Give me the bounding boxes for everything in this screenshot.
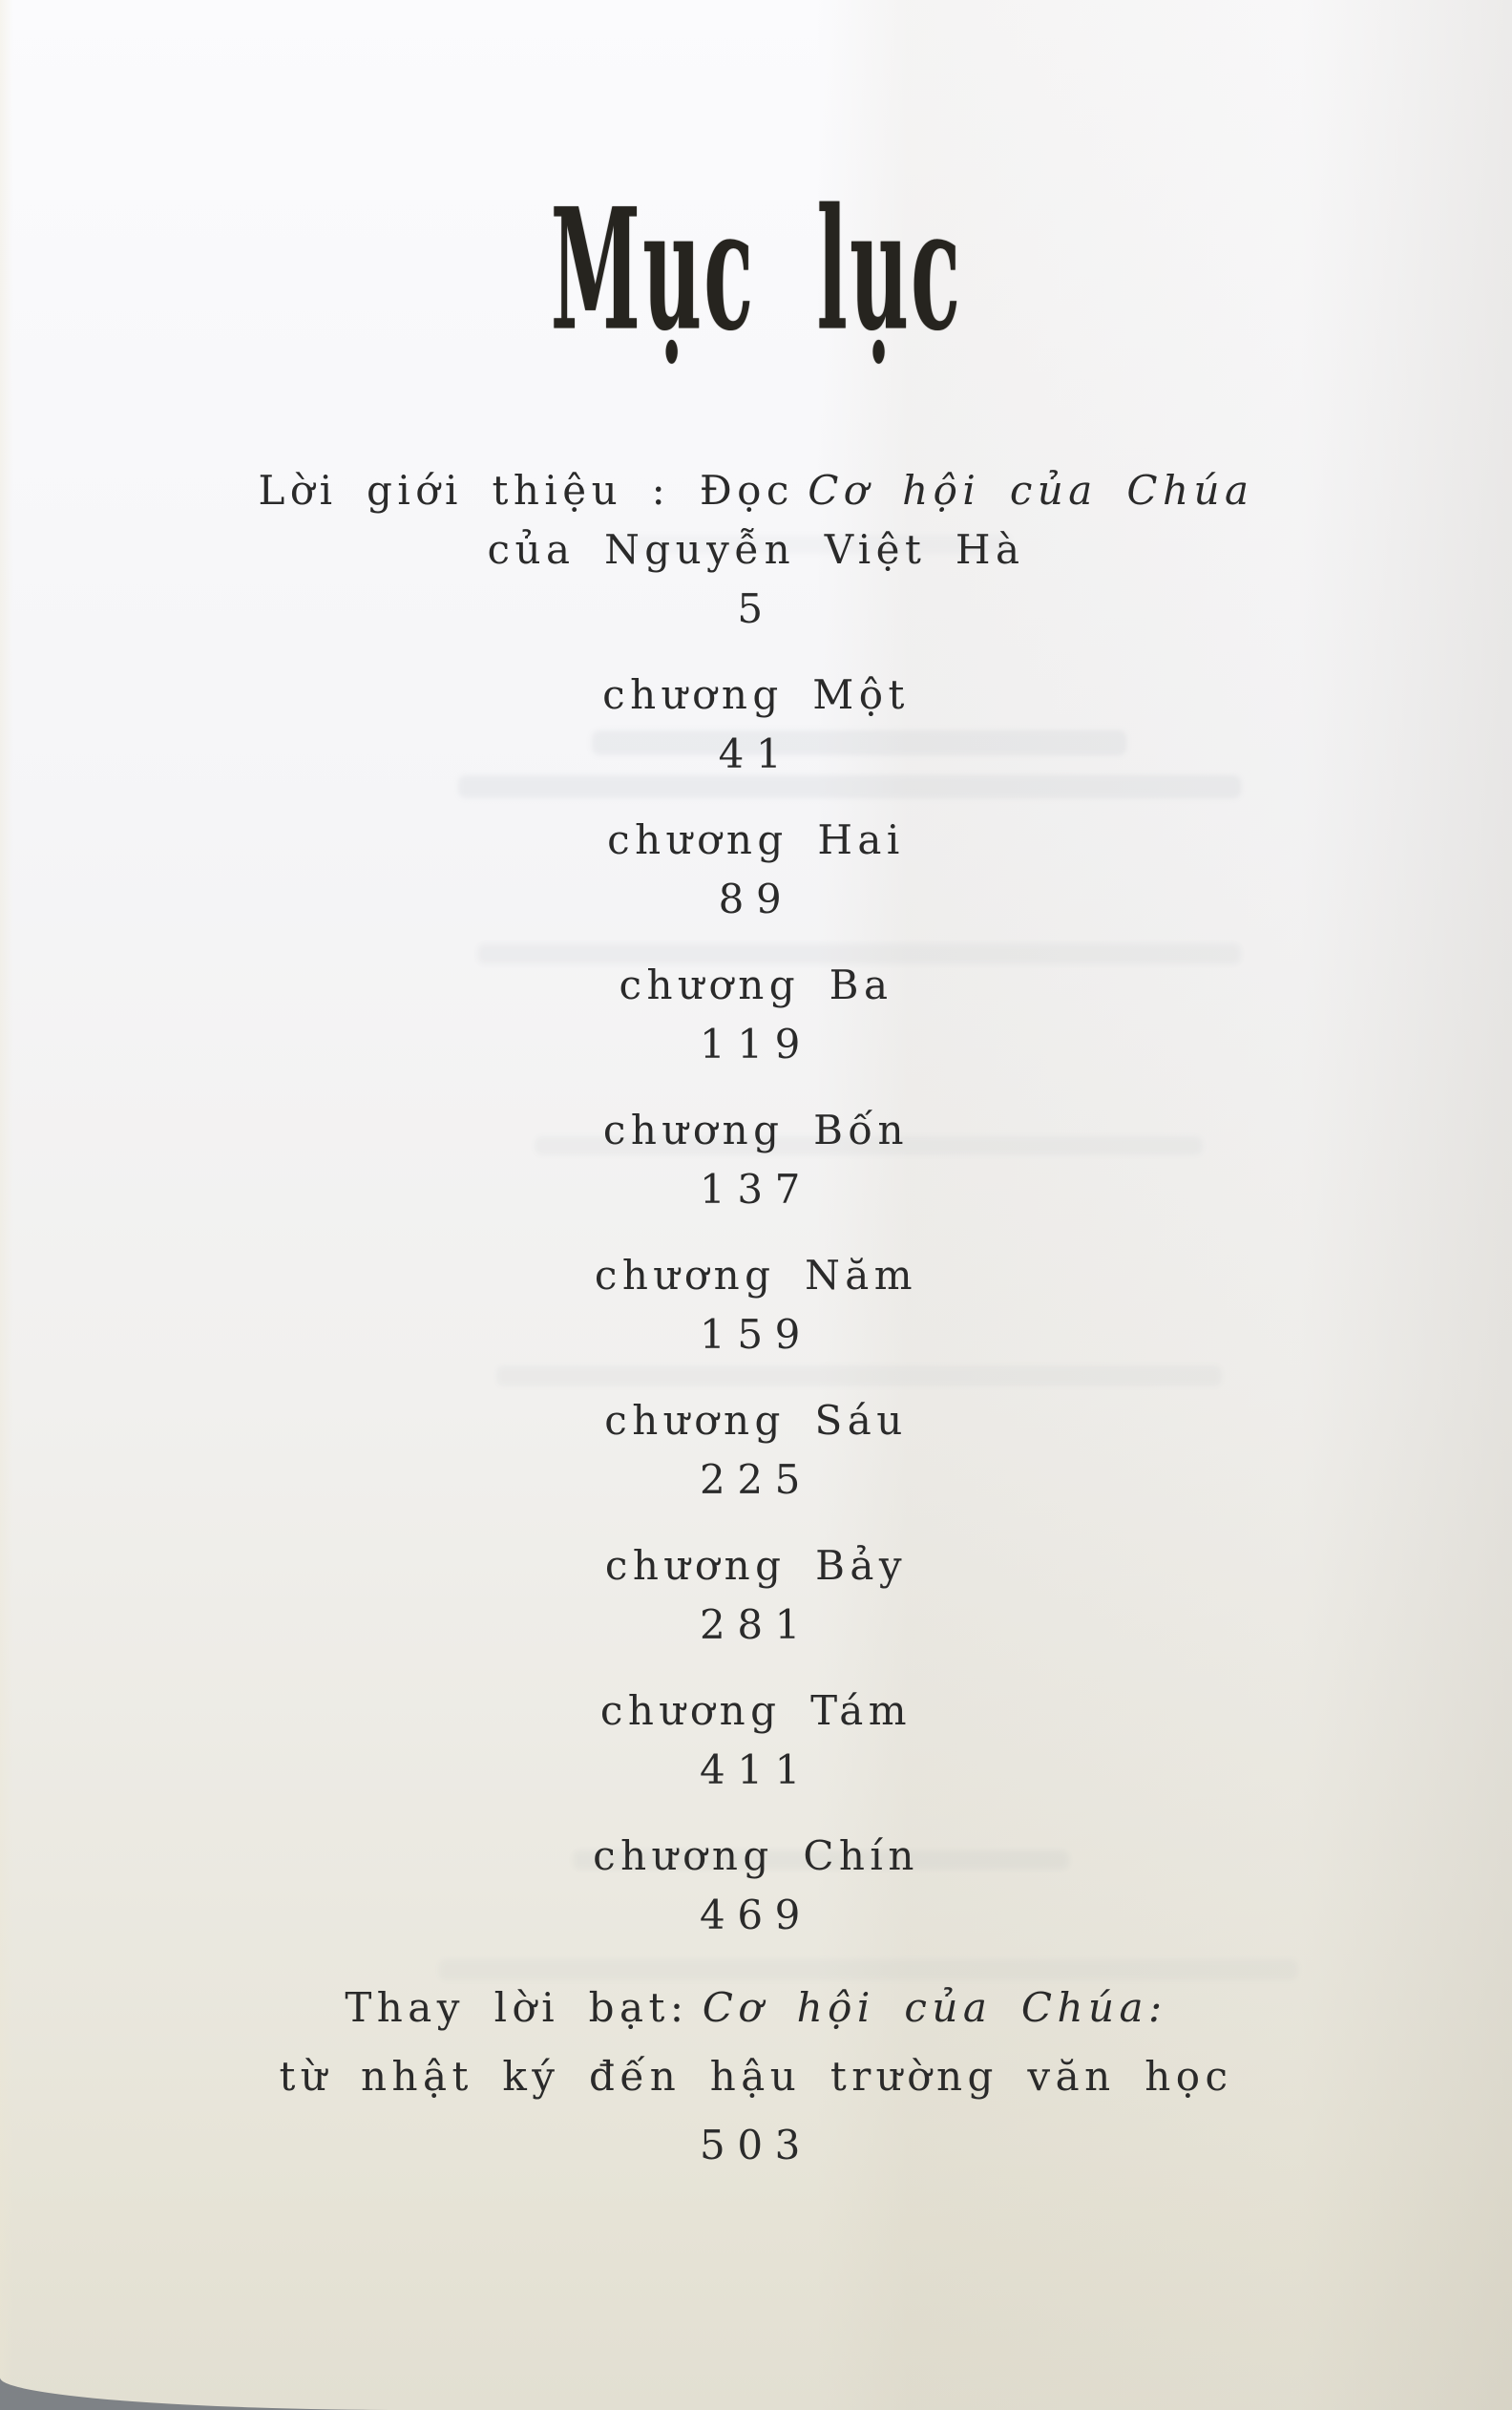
page-title-text: Mục lục [550, 172, 962, 369]
chapter-label: chương Sáu [604, 1397, 908, 1444]
chapter-label: chương Chín [593, 1832, 919, 1879]
chapter-label: chương Tám [599, 1687, 913, 1734]
toc-entry-chapter-9 [0, 1827, 1512, 1945]
entry-title-prefix: Thay lời bạt: [345, 1984, 689, 2031]
entry-title-line [0, 1974, 1512, 2042]
toc-entry-chapter-5 [0, 1246, 1512, 1364]
chapter-label: chương Một [602, 671, 910, 718]
table-of-contents [0, 461, 1512, 2207]
chapter-page-number: 159 [700, 1311, 812, 1358]
entry-page-number: 503 [700, 2122, 812, 2168]
chapter-label: chương Ba [619, 962, 893, 1008]
toc-entry-epilogue [0, 1974, 1512, 2180]
chapter-page-number: 225 [700, 1456, 812, 1503]
page-title [0, 172, 1512, 369]
chapter-label: chương Hai [607, 816, 905, 863]
toc-entry-chapter-4 [0, 1101, 1512, 1219]
toc-entry-chapter-6 [0, 1391, 1512, 1510]
chapter-page-number: 41 [718, 730, 794, 777]
toc-entry-chapter-2 [0, 811, 1512, 929]
entry-page-number: 5 [737, 585, 775, 632]
chapter-label: chương Bốn [602, 1107, 910, 1153]
toc-entry-chapter-8 [0, 1681, 1512, 1800]
entry-title-line2: của Nguyễn Việt Hà [487, 526, 1025, 573]
entry-title-line [0, 461, 1512, 520]
chapter-label: chương Năm [594, 1252, 918, 1299]
toc-entry-chapter-3 [0, 956, 1512, 1074]
chapter-page-number: 89 [718, 876, 794, 922]
chapter-page-number: 281 [700, 1601, 812, 1648]
chapter-page-number: 411 [700, 1746, 812, 1793]
entry-title-italic: Cơ hội của Chúa: [702, 1984, 1167, 2031]
chapter-page-number: 469 [700, 1892, 812, 1938]
toc-entry-chapter-7 [0, 1536, 1512, 1655]
entry-title-italic: Cơ hội của Chúa [808, 467, 1254, 514]
chapter-page-number: 137 [700, 1166, 812, 1213]
entry-title-prefix: Lời giới thiệu : Đọc [258, 467, 794, 514]
toc-entry-chapter-1 [0, 666, 1512, 784]
chapter-label: chương Bảy [604, 1542, 908, 1589]
chapter-page-number: 119 [700, 1021, 812, 1068]
entry-title-line2: từ nhật ký đến hậu trường văn học [279, 2053, 1233, 2100]
toc-entry-intro [0, 461, 1512, 639]
